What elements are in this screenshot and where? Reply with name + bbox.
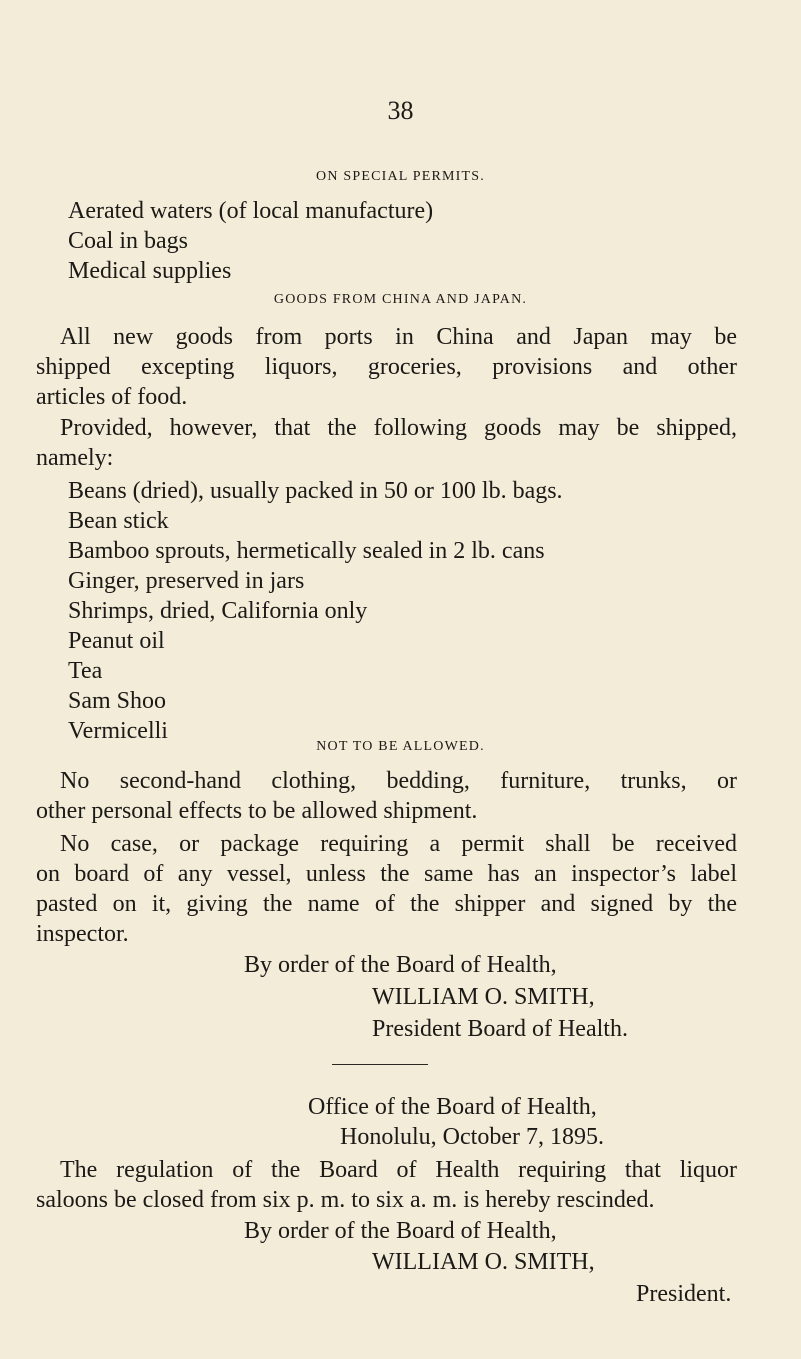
allowed-goods-item: Sam Shoo — [68, 688, 167, 714]
china-japan-proviso-line: namely: — [36, 445, 114, 471]
allowed-goods-item: Peanut oil — [68, 628, 165, 654]
allowed-goods-item: Tea — [68, 658, 103, 684]
allowed-goods-item: Bean stick — [68, 508, 169, 534]
allowed-goods-item: Beans (dried), usually packed in 50 or 100 lb. bags. — [68, 478, 563, 504]
china-japan-heading: GOODS FROM CHINA AND JAPAN. — [273, 292, 528, 307]
allowed-goods-item: Ginger, preserved in jars — [68, 568, 305, 594]
china-japan-paragraph-line: articles of food. — [36, 384, 188, 410]
china-japan-paragraph-line: All new goods from ports in China and Japan may be — [60, 324, 737, 350]
allowed-goods-item: Vermicelli — [68, 718, 168, 744]
not-allowed-permit-line: pasted on it, giving the name of the shipper and signed by the — [36, 891, 737, 917]
notice-office: Office of the Board of Health, — [308, 1094, 597, 1120]
not-allowed-permit-line: No case, or package requiring a permit shall be received — [60, 831, 737, 857]
special-permit-item: Medical supplies — [68, 258, 232, 284]
special-permit-item: Coal in bags — [68, 228, 188, 254]
notice-signature-name: WILLIAM O. SMITH, — [372, 1249, 595, 1275]
not-allowed-permit-line: inspector. — [36, 921, 129, 947]
china-japan-paragraph-line: shipped excepting liquors, groceries, provisions and other — [36, 354, 737, 380]
section-divider — [332, 1064, 428, 1065]
not-allowed-paragraph-line: No second-hand clothing, bedding, furniture, trunks, or — [60, 768, 737, 794]
china-japan-proviso-line: Provided, however, that the following goods may be shipped, — [60, 415, 737, 441]
not-allowed-heading: NOT TO BE ALLOWED. — [316, 739, 485, 754]
signature-order: By order of the Board of Health, — [244, 952, 557, 978]
signature-name: WILLIAM O. SMITH, — [372, 984, 595, 1010]
special-permit-item: Aerated waters (of local manufacture) — [68, 198, 434, 224]
notice-body-line: saloons be closed from six p. m. to six a. m. is hereby rescinded. — [36, 1187, 655, 1213]
notice-signature-title: President. — [636, 1281, 732, 1307]
not-allowed-paragraph-line: other personal effects to be allowed shipment. — [36, 798, 478, 824]
notice-place-date: Honolulu, October 7, 1895. — [340, 1124, 604, 1150]
notice-body-line: The regulation of the Board of Health requiring that liquor — [60, 1157, 737, 1183]
special-permits-heading: ON SPECIAL PERMITS. — [316, 169, 485, 184]
notice-signature-order: By order of the Board of Health, — [244, 1218, 557, 1244]
not-allowed-permit-line: on board of any vessel, unless the same has an inspector’s label — [36, 861, 737, 887]
signature-title: President Board of Health. — [372, 1016, 628, 1042]
allowed-goods-item: Bamboo sprouts, hermetically sealed in 2 lb. cans — [68, 538, 545, 564]
allowed-goods-item: Shrimps, dried, California only — [68, 598, 368, 624]
page-number: 38 — [387, 96, 414, 125]
